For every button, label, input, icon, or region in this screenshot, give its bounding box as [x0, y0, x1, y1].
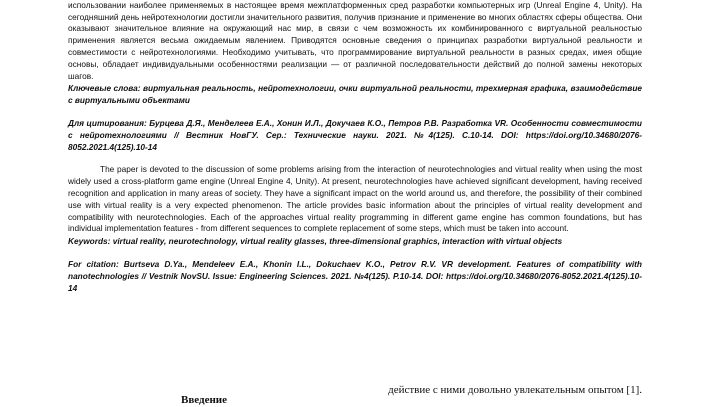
citation-english: For citation: Burtseva D.Ya., Mendeleev E.A., Khonin I.L., Dokuchaev K.O., Petrov R.V. VR development. Features of compatibility with nanotechnologies // Vestnik NovSU. Issue: Engineering Sciences. 2021. №4(125). P.10-14. DOI: https://doi.org/10.34680/2076-8052.2021.4(125).10-14: [68, 258, 642, 293]
keywords-russian: Ключевые слова: виртуальная реальность, нейротехнологии, очки виртуальной реальности, трехмерная графика, взаимодействие с виртуальными объектами: [68, 83, 642, 106]
body-text-fragment: действие с ними довольно увлекательным опытом [1].: [388, 384, 642, 396]
keywords-english: Keywords: virtual reality, neurotechnology, virtual reality glasses, three-dimensional graphics, interaction with virtual objects: [68, 236, 563, 247]
abstract-english-block: [68, 164, 642, 294]
abstract-english: The paper is devoted to the discussion of some problems arising from the interaction of neurotechnologies and virtual reality when using the most widely used a cross-platform game engine (Unreal Engine 4, Unity). At present, neurotechnologies have achieved significant development, having received recognition and application in many areas of society. They have a significant impact on the world around us, and therefore, the possibility of their combined use with virtual reality is a very expected phenomenon. The article provides basic information about the principles of virtual reality development and compatibility with neurotechnologies. Each of the approaches virtual reality programming in different game engine has common foundations, but has individual implementation features - from different sequences to complete replacement of some steps, which must be taken into account.: [68, 164, 642, 234]
article-page: [68, 0, 642, 294]
section-heading: Введение: [181, 394, 228, 406]
abstract-russian: использовании наиболее применяемых в настоящее время межплатформенных сред разработки компьютерных игр (Unreal Engine 4, Unity). На сегодняшний день нейротехнологии достигли значительного развития, получив признание и применение во многих областях сферы общества. Они оказывают значительное влияние на окружающий нас мир, в связи с чем возможность их комбинированного с виртуальной реальностью применения является весьма ожидаемым явлением. Приводятся основные сведения о принципах разработки виртуальной реальности и совместимости с нейротехнологиями. Необходимо учитывать, что программирование виртуальной реальности в разных средах, имея общие основы, обладает индивидуальными особенностями реализации — от различной последовательности действий до полной замены некоторых шагов.: [68, 0, 642, 81]
citation-russian: Для цитирования: Бурцева Д.Я., Менделеев Е.А., Хонин И.Л., Докучаев К.О., Петров Р.В. Разработка VR. Особенности совместимости с нейротехнологиями // Вестник НовГУ. Сер.: Технические науки. 2021. №4(125). С.10-14. DOI: https://doi.org/10.34680/2076-8052.2021.4(125).10-14: [68, 117, 642, 152]
